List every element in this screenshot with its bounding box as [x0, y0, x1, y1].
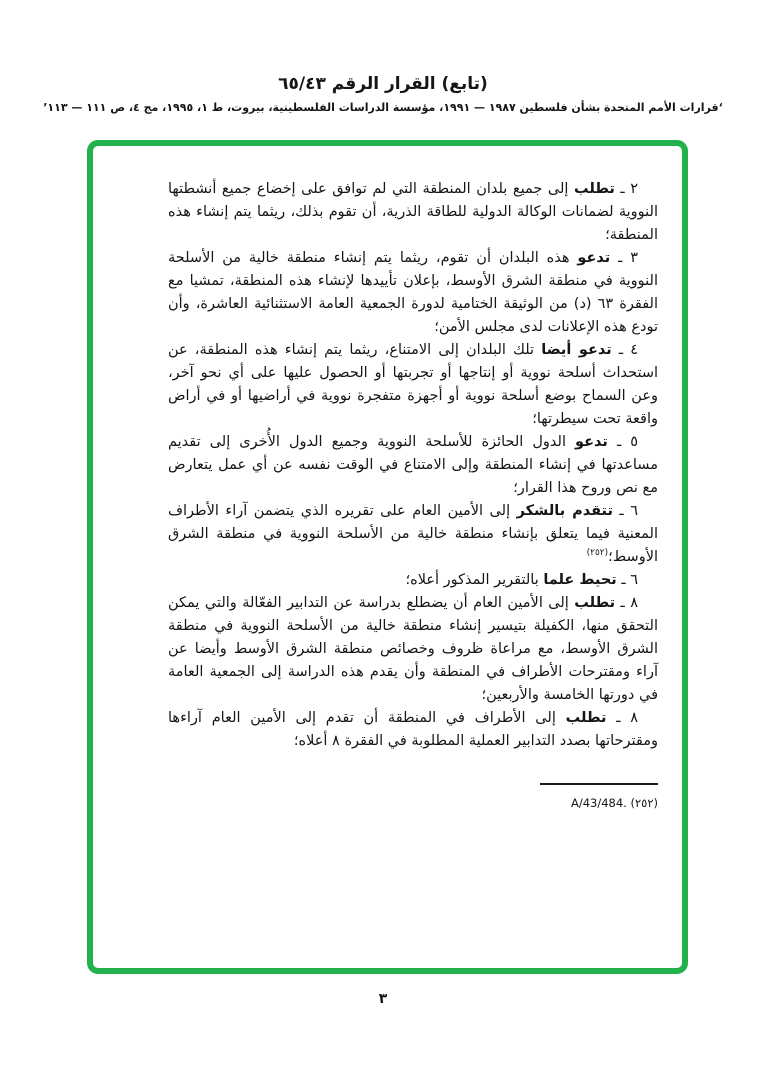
paragraph-body: إلى الأمين العام على تقريره الذي يتضمن آراء الأطراف المعنية فيما يتعلق بإنشاء منطقة خالية من الأسلحة النووية في منطقة الشرق الأوسط؛ — [168, 503, 658, 565]
footnote-block — [168, 783, 658, 815]
footnote-rule — [540, 783, 658, 785]
paragraph-body: إلى الأطراف في المنطقة أن تقدم إلى الأمين العام آراءها ومقترحاتها بصدد التدابير العملية المطلوبة في الفقرة ٨ أعلاه؛ — [168, 710, 658, 749]
paragraph-lead: تحيط علما — [543, 572, 617, 588]
paragraph-body: هذه البلدان أن تقوم، ريثما يتم إنشاء منطقة خالية من الأسلحة النووية في منطقة الشرق الأوسط، بإعلان تأييدها لإنشاء هذه المنطقة، تمشيا مع الفقرة ٦٣ (د) من الوثيقة الختامية لدورة الجمعية العامة الاستثنائية العاشرة، وأن تودع هذه الإعلانات لدى مجلس الأمن؛ — [168, 250, 658, 335]
resolution-text-column — [168, 178, 658, 815]
paragraph-number: ٨ ـ — [616, 710, 639, 726]
footnote-text: A/43/484. (٢٥٢) — [570, 796, 658, 810]
paragraph-body: إلى جميع بلدان المنطقة التي لم توافق على إخضاع جميع أنشطتها النووية لضمانات الوكالة الدولية للطاقة الذرية، أن تقوم بذلك، ريثما يتم إنشاء هذه المنطقة؛ — [168, 181, 658, 243]
resolution-paragraph — [168, 707, 658, 753]
resolution-paragraph — [168, 247, 658, 339]
paragraph-number: ٣ ـ — [618, 250, 638, 266]
resolution-paragraph — [168, 178, 658, 247]
paragraph-lead: تطلب — [565, 710, 607, 726]
resolution-paragraph — [168, 431, 658, 500]
paragraph-lead: تطلب — [574, 181, 615, 197]
footnote-ref: (٢٥٢) — [586, 548, 609, 559]
paragraph-number: ٢ ـ — [620, 181, 639, 197]
paragraph-number: ٨ ـ — [620, 595, 639, 611]
paragraph-lead: تدعو أيضا — [541, 342, 612, 358]
paragraph-lead: تطلب — [574, 595, 616, 611]
resolution-paragraph — [168, 339, 658, 431]
paragraph-body: إلى الأمين العام أن يضطلع بدراسة عن التدابير الفعّالة والتي يمكن التحقق منها، الكفيلة بتيسير إنشاء منطقة خالية من الأسلحة النووية في منطقة الشرق الأوسط، مع مراعاة ظروف وخصائص منطقة الشرق الأوسط وأيضا عن آراء ومقترحات الأطراف في المنطقة وأن يقدم هذه الدراسة إلى الجمعية العامة في دورتها الخامسة والأربعين؛ — [168, 595, 658, 703]
paragraph-number: ٤ ـ — [618, 342, 639, 358]
paragraph-number: ٥ ـ — [616, 434, 639, 450]
resolution-paragraph — [168, 569, 658, 592]
paragraph-number: ٦ ـ — [619, 503, 638, 519]
page-title: (تابع) القرار الرقم ٦٥/٤٣ — [278, 74, 488, 94]
paragraph-lead: تتقدم بالشكر — [516, 503, 613, 519]
resolution-paragraph — [168, 500, 658, 569]
paragraph-lead: تدعو — [577, 250, 611, 266]
paragraph-body: الدول الحائزة للأسلحة النووية وجميع الدول الأُخرى إلى تقديم مساعدتها في إنشاء المنطقة وإلى الامتناع في الوقت نفسه عن أي عمل يتعارض مع نص وروح هذا القرار؛ — [168, 434, 658, 496]
resolution-paragraph — [168, 592, 658, 707]
paragraph-number: ٦ ـ — [621, 572, 638, 588]
paragraph-body: تلك البلدان إلى الامتناع، ريثما يتم إنشاء هذه المنطقة، عن استحداث أسلحة نووية أو إنتاجها أو تجربتها أو الحصول عليها على أي نحو آخر، وعن السماح بوضع أسلحة نووية أو أجهزة متفجرة نووية في أراضيها أو في أراض واقعة تحت سيطرتها؛ — [168, 342, 658, 427]
paragraph-body: بالتقرير المذكور أعلاه؛ — [405, 572, 539, 588]
paragraph-lead: تدعو — [575, 434, 608, 450]
citation-line: ‘قرارات الأمم المتحدة بشأن فلسطين ١٩٨٧ — ١٩٩١، مؤسسة الدراسات الفلسطينية، بيروت، ط ١، ١٩٩٥، مج ٤، ص ١١١ — ١١٣’ — [43, 101, 723, 114]
highlight-border-box — [87, 140, 688, 974]
page-number: ٣ — [378, 991, 388, 1007]
